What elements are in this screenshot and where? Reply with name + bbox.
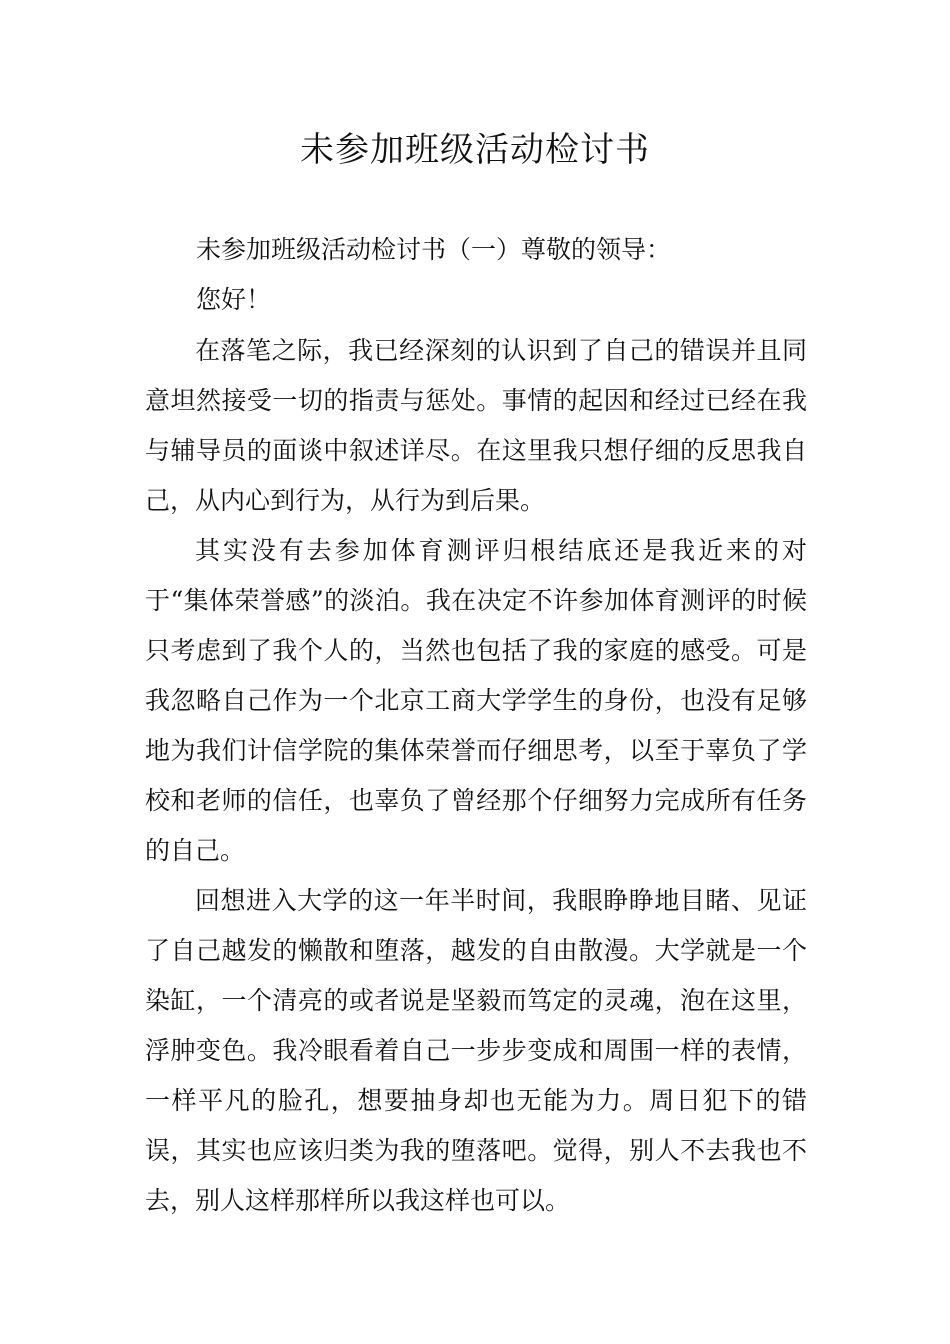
paragraph-2: 其实没有去参加体育测评归根结底还是我近来的对于“集体荣誉感”的淡泊。我在决定不许参加体育测评的时候只考虑到了我个人的，当然也包括了我的家庭的感受。可是我忽略自己作为一个北京工商大学学生的身份，也没有足够地为我们计信学院的集体荣誉而仔细思考，以至于辜负了学校和老师的信任，也辜负了曾经那个仔细努力完成所有任务的自己。 xyxy=(145,536,807,865)
salutation-line: 未参加班级活动检讨书（一）尊敬的领导： xyxy=(196,235,672,264)
greeting-line: 您好！ xyxy=(196,285,272,314)
paragraph-1: 在落笔之际，我已经深刻的认识到了自己的错误并且同意坦然接受一切的指责与惩处。事情的起因和经过已经在我与辅导员的面谈中叙述详尽。在这里我只想仔细的反思我自己，从内心到行为，从行为到后果。 xyxy=(145,336,807,515)
paragraph-3: 回想进入大学的这一年半时间，我眼睁睁地目睹、见证了自己越发的懒散和堕落，越发的自由散漫。大学就是一个染缸，一个清亮的或者说是坚毅而笃定的灵魂，泡在这里，浮肿变色。我冷眼看着自己一步步变成和周围一样的表情，一样平凡的脸孔，想要抽身却也无能为力。周日犯下的错误，其实也应该归类为我的堕落吧。觉得，别人不去我也不去，别人这样那样所以我这样也可以。 xyxy=(145,886,807,1215)
body-text xyxy=(145,326,807,1226)
document-title: 未参加班级活动检讨书 xyxy=(300,130,650,170)
